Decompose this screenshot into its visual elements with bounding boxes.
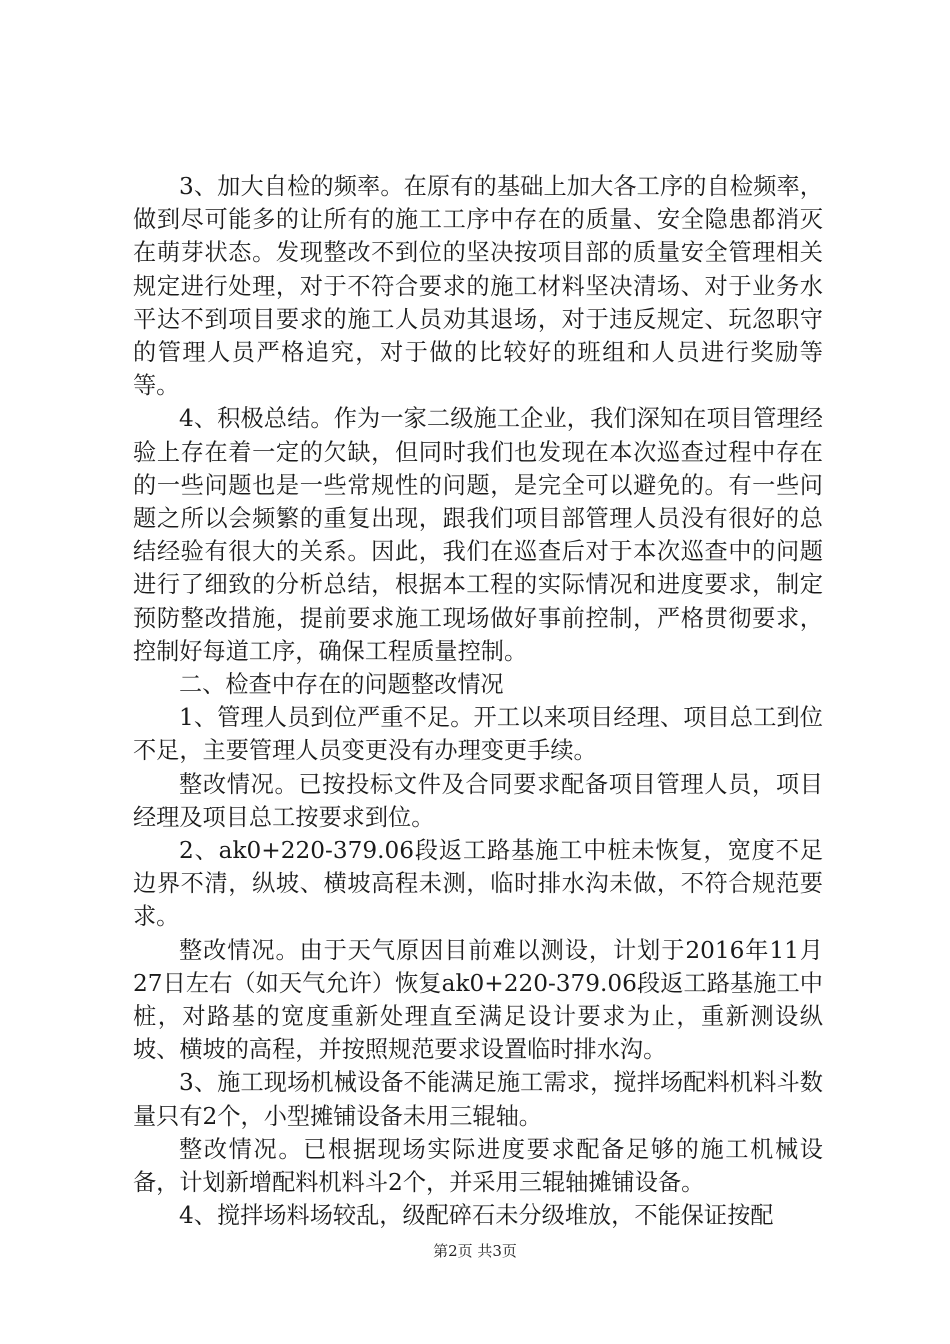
paragraph-summary: 4、积极总结。作为一家二级施工企业，我们深知在项目管理经验上存在着一定的欠缺，但同时我们也发现在本次巡查过程中存在的一些问题也是一些常规性的问题，是完全可以避免的。有一些问题之所以会频繁的重复出现，跟我们项目部管理人员没有很好的总结经验有很大的关系。因此，我们在巡查后对于本次巡查中的问题进行了细致的分析总结，根据本工程的实际情况和进度要求，制定预防整改措施，提前要求施工现场做好事前控制，严格贯彻要求，控制好每道工序，确保工程质量控制。 — [133, 405, 823, 665]
paragraph-self-inspection: 3、加大自检的频率。在原有的基础上加大各工序的自检频率，做到尽可能多的让所有的施工工序中存在的质量、安全隐患都消灭在萌芽状态。发现整改不到位的坚决按项目部的质量安全管理相关规定进行处理，对于不符合要求的施工材料坚决清场、对于业务水平达不到项目要求的施工人员劝其退场，对于违反规定、玩忽职守的管理人员严格追究，对于做的比较好的班组和人员进行奖励等等。 — [133, 173, 823, 400]
paragraph-rectification-3: 整改情况。已根据现场实际进度要求配备足够的施工机械设备，计划新增配料机料斗2个，并采用三辊轴摊铺设备。 — [133, 1135, 823, 1197]
paragraph-issue-1: 1、管理人员到位严重不足。开工以来项目经理、项目总工到位不足，主要管理人员变更没有办理变更手续。 — [133, 704, 823, 765]
page-footer: 第2页 共3页 — [433, 1242, 517, 1260]
paragraph-issue-2: 2、ak0+220-379.06段返工路基施工中桩未恢复，宽度不足边界不清，纵坡、横坡高程未测，临时排水沟未做，不符合规范要求。 — [133, 837, 823, 931]
document-body — [133, 170, 823, 1233]
paragraph-rectification-2: 整改情况。由于天气原因目前难以测设，计划于2016年11月27日左右（如天气允许）恢复ak0+220-379.06段返工路基施工中桩，对路基的宽度重新处理直至满足设计要求为止，重新测设纵坡、横坡的高程，并按照规范要求设置临时排水沟。 — [133, 936, 823, 1064]
section-heading-rectification: 二、检查中存在的问题整改情况 — [179, 671, 504, 699]
paragraph-issue-4: 4、搅拌场料场较乱，级配碎石未分级堆放，不能保证按配 — [179, 1202, 774, 1230]
paragraph-issue-3: 3、施工现场机械设备不能满足施工需求，搅拌场配料机料斗数量只有2个，小型摊铺设备未用三辊轴。 — [133, 1069, 823, 1130]
paragraph-rectification-1: 整改情况。已按投标文件及合同要求配备项目管理人员，项目经理及项目总工按要求到位。 — [133, 770, 823, 831]
